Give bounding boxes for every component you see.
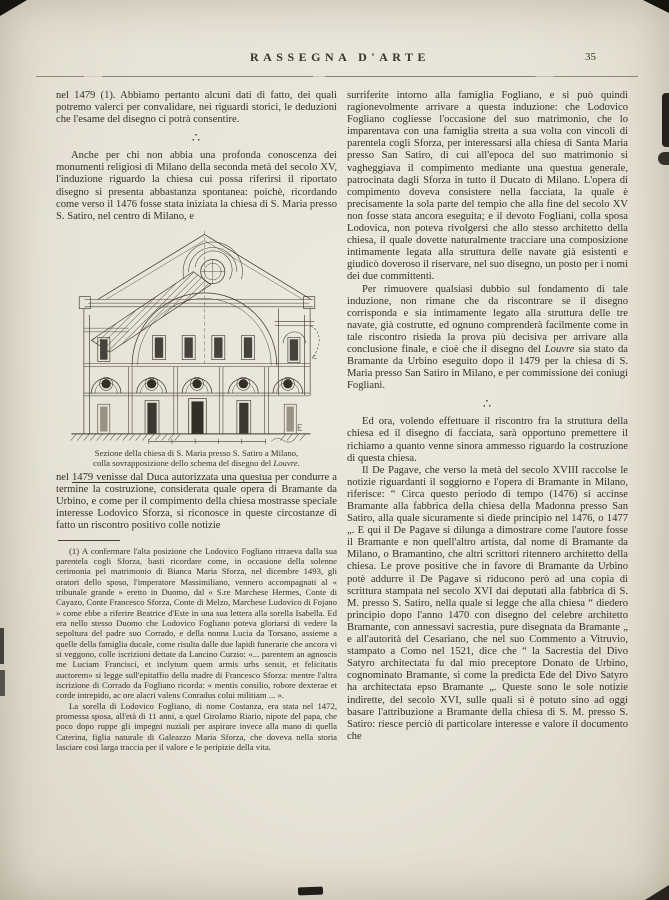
scan-artifact-right-edge: [662, 93, 669, 147]
figure-caption: [56, 448, 337, 469]
left-paragraph-2: Anche per chi non abbia una profonda conoscenza dei monumenti religiosi di Milano della seconda metà del secolo XV, l'induzione riguardo la chiesa cui possa riferirsi il riportato disegno si presenta abbastanza spontanea: poichè, ricordando come verso il 1476 fosse stata iniziata la chiesa di S. Maria presso S. Satiro, nel centro di Milano, e: [56, 150, 337, 222]
right-paragraph-1: surriferite intorno alla famiglia Fogliano, e si può quindi ragionevolmente arrivare a questa induzione: che Lodovico Fogliano cogliesse l'occasione del suo matrimonio, che lo imparentava con una famiglia stretta a sua volta con vincoli di parentela cogli Sforza, per interessarsi alla chiesa di Santa Maria presso San Satiro, di cui all'epoca del suo matrimonio si vagheggiava il compimento mediante una questua generale, patrocinata dagli Sforza in tutto il Ducato di Milano. L'opera di compimento doveva consistere nella facciata, la quale è precisamente la sola parte del tempio che alla fine del secolo XV non fosse stata ancora eseguita; e il devoto Fogliani, colla sposa Lodovica, non poteva rivolgersi che allo stesso architetto della chiesa, il quale dovette naturalmente tracciare una composizione intimamente legata alla struttura delle navate già esistenti e giudicò doveroso il riservare, nel suo disegno, un posto per i nomi dei due committenti.: [347, 90, 628, 283]
running-header: [56, 50, 624, 70]
left-paragraph-1: nel 1479 (1). Abbiamo pertanto alcuni dati di fatto, dei quali potremo valerci per convalidare, nei riguardi storici, le deduzioni che l'esame del disegno ci potrà consentire.: [56, 90, 337, 126]
left-column: [56, 90, 337, 752]
page-number: 35: [585, 51, 596, 63]
right-paragraph-2-start: Per rimuovere qualsiasi dubbio sul fondamento di tale induzione, non rimane che da riscontrare se il disegno corrisponda e sia intimamente legato alla struttura delle tre navate, già costrutte, ed ognuno comprenderà facilmente come in tale riscontro risieda la prova più decisiva per arrivare alla conclusione finale, e cioè che il disegno del: [347, 283, 628, 355]
scan-artifact-bottom: [298, 887, 323, 896]
figure-caption-line1: Sezione della chiesa di S. Maria presso S. Satiro a Milano,: [94, 447, 299, 458]
footnote-paragraph-1: (1) A confermare l'alta posizione che Lodovico Fogliano ritraeva dalla sua parentela cogli Sforza, basti ricordare come, in occasione della solenne cerimonia pel matrimonio di Bianca Maria Sforza, nel dicembre 1493, gli oratori dello sposo, l'imperatore Massimiliano, vennero accompagnati al « tribunale grande » eretto in Duomo, dal « S.re Marchese Hermes, Conte di Cayazo, Conte Francesco Sforza, Conte di Melzo, Marchese Ludovico di Fojano » come ebbe a riferire Beatrice d'Este in una sua lettera alla sorella Isabella. Ed era nello stesso Duomo che Lodovico Fogliano poteva gloriarsi di vedere la sepoltura del padre suo Corrado, e della nonna Lucia da Torsano, assieme a quelle della famiglia ducale, come risulta dalle due lapidi funerarie che ancora vi si veggono, colle iscrizioni dettate da Lancino Curzio: «... parentem an agnoscis me Luciam Francisci, et inclytum quem armis urbs sensit, et felicitatis auctorem» si legge sull'epitaffio della madre di Francesco Sforza: mentre l'altra iscrizione di Corrado da Fogliano ricorda: « mentis consilio, robore dexterae et corde intrepido, ac ore alacri valens Conradus colui militiam ... ».: [56, 545, 338, 701]
scan-artifact-bottom-right: [645, 885, 669, 900]
left-paragraph-3-start: nel: [56, 472, 72, 484]
scan-artifact-right-edge-2: [658, 152, 669, 165]
footnote-rule: [58, 540, 120, 541]
right-paragraph-2-rest: sia stato da Bramante da Urbino eseguito dopo il 1479 per la chiesa di S. Maria presso San Satiro in Milano, e per commissione dei coniugi Fogliani.: [347, 343, 628, 392]
figure-caption-line2: colla sovrapposizione dello schema del disegno del: [93, 458, 274, 469]
footnote: [56, 546, 337, 753]
section-separator: ∴: [191, 130, 202, 146]
left-paragraph-3-underlined: 1479 venisse dal Duca autorizzata una questua: [71, 472, 272, 484]
right-paragraph-2: [347, 284, 628, 393]
section-separator-2: ∴: [482, 396, 493, 412]
church-section-figure: [56, 228, 337, 469]
church-section-drawing: [59, 228, 335, 445]
right-paragraph-2-louvre: Louvre: [544, 343, 575, 355]
scan-artifact-left-edge-2: [0, 670, 5, 696]
header-rule: [36, 76, 638, 77]
right-column: [347, 90, 628, 752]
left-paragraph-3: [56, 472, 337, 532]
journal-title: RASSEGNA D'ARTE: [249, 50, 431, 64]
footnote-paragraph-2: La sorella di Lodovico Fogliano, di nome Costanza, era stata nel 1472, promessa sposa, all'età di 11 anni, a quel Girolamo Riario, nipote del papa, che poco dopo ruppe gli impegni nuziali per aspirare invece alla mano di quella Caterina, figlia naturale di Galeazzo Maria Sforza, che doveva nella storia lasciare così larga traccia per il valore e le peripizie della vita.: [56, 700, 337, 753]
right-paragraph-4: Il De Pagave, che verso la metà del secolo XVIII raccolse le notizie riguardanti il soggiorno e l'opera di Bramante in Milano, riferisce: “ Circa questo periodo di tempo (1476) si accinse Bramante alla fabbrica della chiesa della Madonna presso San Satiro, alla quale sicuramente si diede principio nel 1476, o 1477 „. E qui il De Pagave si dilunga a dimostrare come l'autore fosse il Bramante e non quell'altro artista, dal nome di Bramante da Milano, o Bramantino, che altri scrittori ritennero architetto della chiesa. Le prove positive che in favore di Bramante da Urbino potè addurre il De Pagave si riducono però ad una copia di scrittura stampata nel secolo XVI dai deputati alla fabbrica di S. M. presso S. Satiro, nella quale si legge che alla chiesa “ diedero principio dopo l'anno 1470 con disegno del celebre architetto Bramante, con annessavi sacrestia, pure disegnata da Bramante „ e all'autorità del Cesariano, che nel suo Commento a Vitruvio, stampato a Como nel 1521, dice che “ la Sacrestia del Divo Satyro architectata fu dal mio preceptore Donato de Urbino, cognominato Bramante, si come la predicta Ede del Divo Satyro ha architectata epso Bramante „. Queste sono le sole notizie indirette, del secolo XVI, sulle quali si è potuto sino ad oggi basare l'attribuzione a Bramante della chiesa di S. M. presso S. Satiro: riesce perciò di particolare interesse e valore il documento che: [347, 464, 628, 742]
left-paragraph-3-rest: per condurre a termine la costruzione, considerata quale opera di Bramante da Urbino, e come per il compimento della chiesa mostrasse speciale interesse Lodovico Sforza, si riconosce in queste circostanze di fatto un riscontro positivo colle notizie: [56, 472, 337, 532]
two-column-text: [56, 90, 628, 753]
scan-artifact-left-edge: [0, 628, 4, 664]
figure-caption-louvre: Louvre.: [273, 458, 300, 469]
right-paragraph-3: Ed ora, volendo effettuare il riscontro fra la struttura della chiesa ed il disegno di facciata, sarà opportuno premettere il richiamo a quanto venne sinora ammesso riguardo la costruzione di questa chiesa.: [347, 416, 628, 464]
